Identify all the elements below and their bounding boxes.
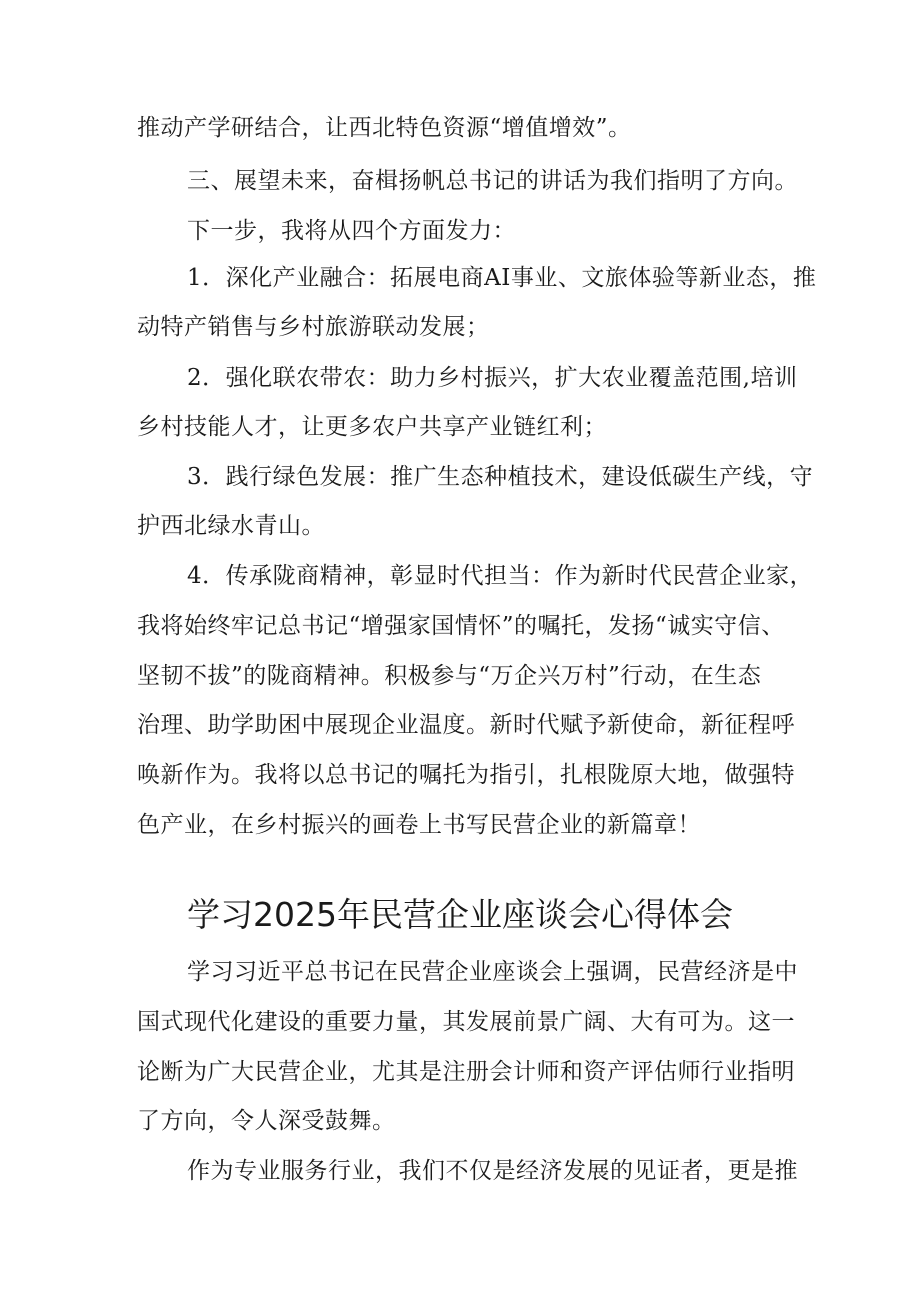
- list-item-line: 乡村技能人才，让更多农户共享产业链红利；: [137, 414, 607, 440]
- list-item-line: 4．传承陇商精神，彰显时代担当：作为新时代民营企业家，: [187, 563, 814, 589]
- paragraph-line: 学习习近平总书记在民营企业座谈会上强调，民营经济是中: [187, 959, 798, 985]
- list-item-line: 色产业，在乡村振兴的画卷上书写民营企业的新篇章！: [137, 812, 701, 838]
- list-item-line: 治理、助学助困中展现企业温度。新时代赋予新使命，新征程呼: [137, 712, 795, 738]
- list-item-line: 护西北绿水青山。: [137, 513, 325, 539]
- article-title: 学习2025年民营企业座谈会心得体会: [187, 895, 733, 934]
- list-item-line: 3．践行绿色发展：推广生态种植技术，建设低碳生产线，守: [187, 464, 814, 490]
- list-item-line: 2．强化联农带农：助力乡村振兴，扩大农业覆盖范围,培训: [187, 365, 798, 391]
- paragraph-line: 推动产学研结合，让西北特色资源“增值增效”。: [137, 115, 632, 141]
- list-item-line: 坚韧不拔”的陇商精神。积极参与“万企兴万村”行动，在生态: [137, 663, 762, 689]
- list-item-line: 1．深化产业融合：拓展电商AI事业、文旅体验等新业态，推: [187, 265, 817, 291]
- paragraph-line: 论断为广大民营企业，尤其是注册会计师和资产评估师行业指明: [137, 1059, 795, 1085]
- paragraph-line: 作为专业服务行业，我们不仅是经济发展的见证者，更是推: [187, 1158, 798, 1184]
- section-heading-line: 三、展望未来，奋楫扬帆总书记的讲话为我们指明了方向。: [187, 168, 798, 194]
- paragraph-line: 了方向，令人深受鼓舞。: [137, 1108, 396, 1134]
- paragraph-line: 国式现代化建设的重要力量，其发展前景广阔、大有可为。这一: [137, 1009, 795, 1035]
- paragraph-line: 下一步，我将从四个方面发力：: [187, 218, 516, 244]
- list-item-line: 唤新作为。我将以总书记的嘱托为指引，扎根陇原大地，做强特: [137, 762, 795, 788]
- list-item-line: 动特产销售与乡村旅游联动发展；: [137, 314, 490, 340]
- list-item-line: 我将始终牢记总书记“增强家国情怀”的嘱托，发扬“诚实守信、: [137, 613, 785, 639]
